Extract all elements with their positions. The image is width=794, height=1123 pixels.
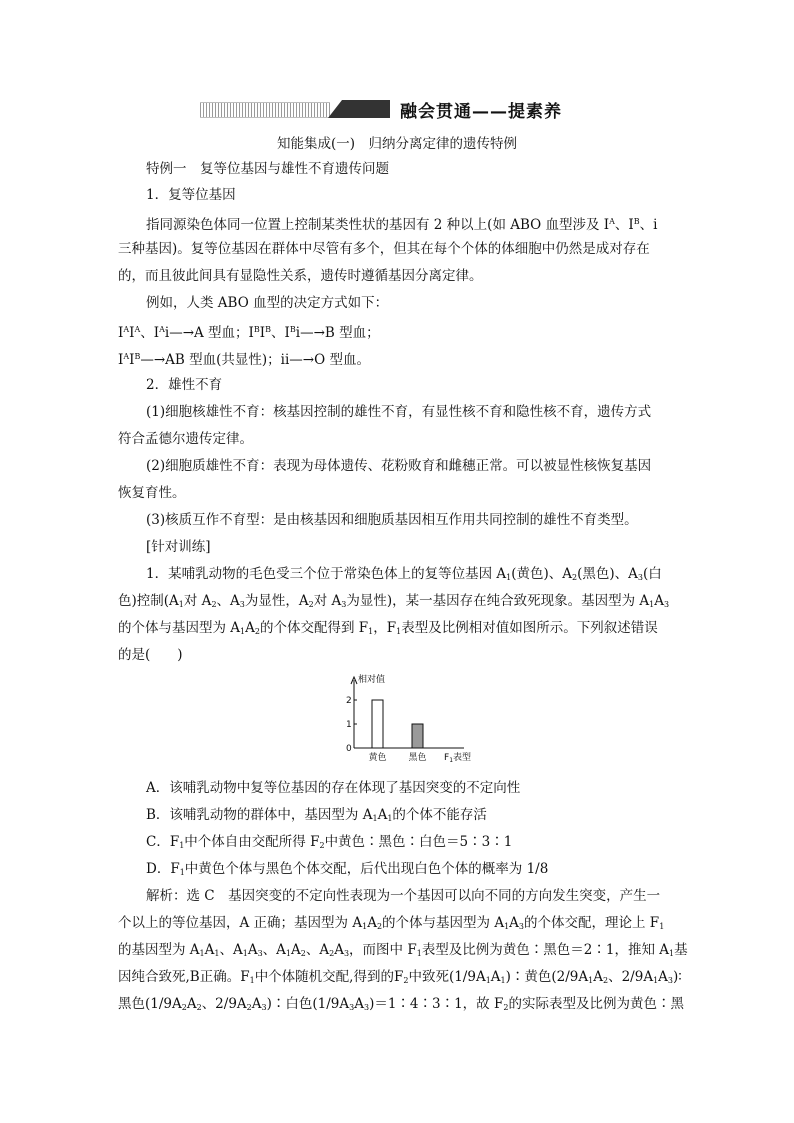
analysis-line: 个以上的等位基因，A 正确；基因型为 $A_1A_2$的个体与基因型为 $A_1A_3$的个体交配，理论上 $F_1$ (118, 915, 665, 931)
x-category-label: 黄色 (368, 753, 387, 763)
item-title-multiple-alleles: 1．复等位基因 (146, 187, 236, 203)
x-category-label: 黑色 (408, 753, 427, 763)
paragraph-line: (1)细胞核雄性不育：核基因控制的雄性不育，有显性核不育和隐性核不育，遗传方式 (146, 404, 652, 420)
option-a: A．该哺乳动物中复等位基因的存在体现了基因突变的不定向性 (146, 780, 521, 796)
banner-block-decoration (328, 100, 390, 118)
blood-type-line: $I^AI^B—\to AB$ 型血(共显性)；ii—→O 型血。 (118, 352, 370, 368)
y-tick-label: 1 (346, 720, 352, 730)
y-tick-label: 0 (346, 744, 352, 754)
section-banner (200, 98, 600, 124)
analysis-line: 的基因型为 $A_1A_1$、$A_1A_3$、$A_1A_2$、$A_2A_3$，而图中 $F_1$表型及比例为黄色∶黑色＝2∶1，推知 $A_1$基 (118, 942, 688, 958)
bar (412, 724, 423, 748)
paragraph-line: 三种基因)。复等位基因在群体中尽管有多个，但其在每个个体的体细胞中仍然是成对存在 (118, 241, 650, 257)
analysis-line: 黑色($1/9A_2A_2$、$2/9A_2A_3)∶$白色$(1/9A_3A_3)=1∶4∶3∶1$，故 $F_2$的实际表型及比例为黄色∶黑 (118, 996, 684, 1012)
paragraph-line: 符合孟德尔遗传定律。 (118, 431, 253, 447)
banner-title: 融会贯通——提素养 (400, 102, 562, 122)
question-line: 1．某哺乳动物的毛色受三个位于常染色体上的复等位基因 $A_1$(黄色)、$A_2$(黑色)、$A_3$(白 (146, 566, 662, 582)
page-subtitle: 知能集成(一) 归纳分离定律的遗传特例 (276, 136, 518, 152)
paragraph-line: (3)核质互作不育型：是由核基因和细胞质基因相互作用共同控制的雄性不育类型。 (146, 512, 638, 528)
question-line: 的是( ) (118, 647, 183, 663)
option-c: C．$F_1$中个体自由交配所得 $F_2$中黄色∶黑色∶白色＝5∶3∶1 (146, 834, 513, 850)
analysis-line: 因纯合致死,B正确。$F_1$中个体随机交配,得到的$F_2$中致死$(1/9A_1A_1)∶$黄色($2/9A_1A_2$、$2/9A_1A_3)∶$ (118, 969, 682, 985)
option-b: B．该哺乳动物的群体中，基因型为 $A_1A_1$的个体不能存活 (146, 807, 487, 823)
training-label: [针对训练] (146, 539, 211, 555)
paragraph-line: 例如，人类 ABO 血型的决定方式如下： (146, 295, 389, 311)
paragraph-line: 指同源染色体同一位置上控制某类性状的基因有 2 种以上(如 ABO 血型涉及 $I^A$、$I^B$、i (146, 217, 658, 233)
x-axis-label: $F_1$表型 (444, 753, 472, 764)
bar (372, 700, 383, 748)
paragraph-line: 的，而且彼此间具有显隐性关系，遗传时遵循基因分离定律。 (118, 268, 483, 284)
bar-chart-svg (336, 672, 486, 772)
paragraph-line: 恢复育性。 (118, 485, 186, 501)
y-tick-label: 2 (346, 696, 352, 706)
y-axis-label: 相对值 (358, 675, 386, 685)
analysis-line: 解析：选 C 基因突变的不定向性表现为一个基因可以向不同的方向发生突变，产生一 (146, 888, 661, 904)
blood-type-line: $I^AI^A$、$I^Ai—\to A$ 型血；$I^BI^B$、$I^Bi—\to B$ 型血； (118, 325, 380, 341)
bar-chart (336, 672, 486, 772)
option-d: D．$F_1$中黄色个体与黑色个体交配，后代出现白色个体的概率为 1/8 (146, 861, 549, 877)
section-heading: 特例一 复等位基因与雄性不育遗传问题 (146, 161, 389, 177)
question-line: 色)控制($A_1$对 $A_2$、$A_3$为显性，$A_2$对 $A_3$为显性)，某一基因存在纯合致死现象。基因型为 $A_1A_3$ (118, 593, 670, 609)
question-line: 的个体与基因型为 $A_1A_2$的个体交配得到 $F_1$，$F_1$表型及比例相对值如图所示。下列叙述错误 (118, 620, 658, 636)
item-title-male-sterility: 2．雄性不育 (146, 377, 223, 393)
paragraph-line: (2)细胞质雄性不育：表现为母体遗传、花粉败育和雌穗正常。可以被显性核恢复基因 (146, 458, 652, 474)
banner-stripe-decoration (200, 102, 330, 118)
